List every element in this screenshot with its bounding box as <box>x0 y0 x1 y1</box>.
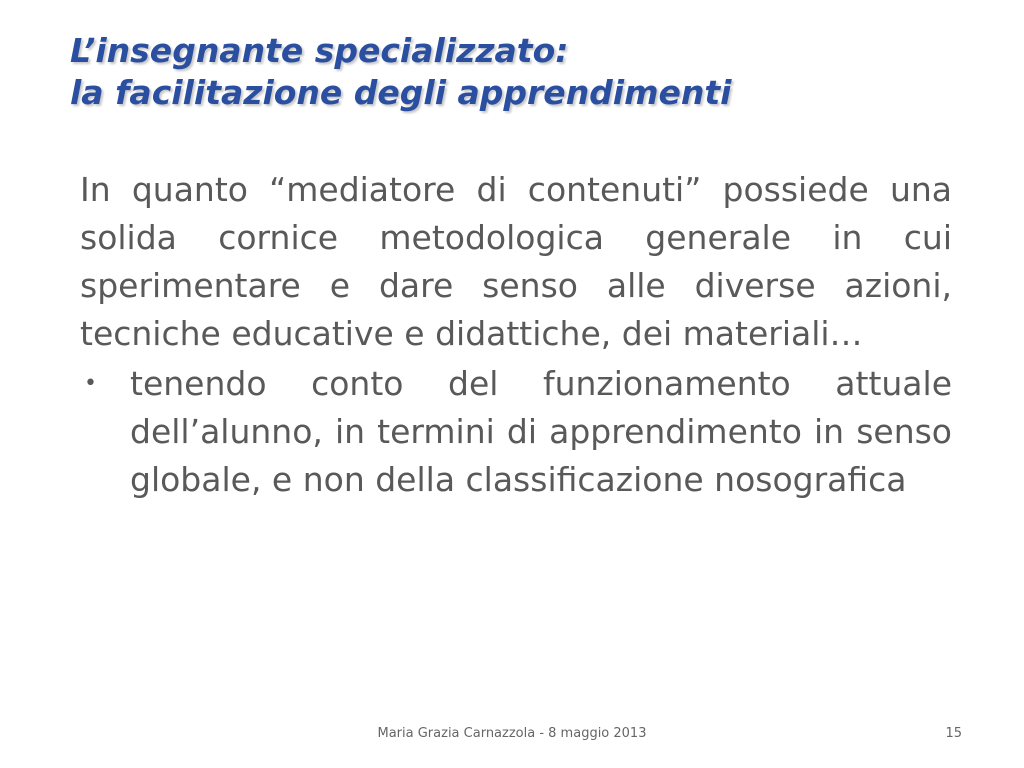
body-paragraph: In quanto “mediatore di contenuti” possiede una solida cornice metodologica generale in cui sperimentare e dare senso alle diverse azioni, tecniche educative e didattiche, dei materiali… <box>80 170 952 353</box>
bullet-dot-icon: • <box>84 371 97 396</box>
footer-page-number: 15 <box>945 726 962 741</box>
bullet-item <box>80 360 952 504</box>
footer-author-date: Maria Grazia Carnazzola - 8 maggio 2013 <box>377 726 647 741</box>
bullet-text: tenendo conto del funzionamento attuale dell’alunno, in termini di apprendimento in senso globale, e non della classificazione nosografica <box>130 364 952 499</box>
slide-title <box>70 30 970 114</box>
slide-footer <box>0 722 1024 746</box>
slide-body <box>80 166 952 504</box>
slide-title-line-1: L’insegnante specializzato: <box>70 31 569 70</box>
slide-title-line-2: la facilitazione degli apprendimenti <box>70 73 732 112</box>
